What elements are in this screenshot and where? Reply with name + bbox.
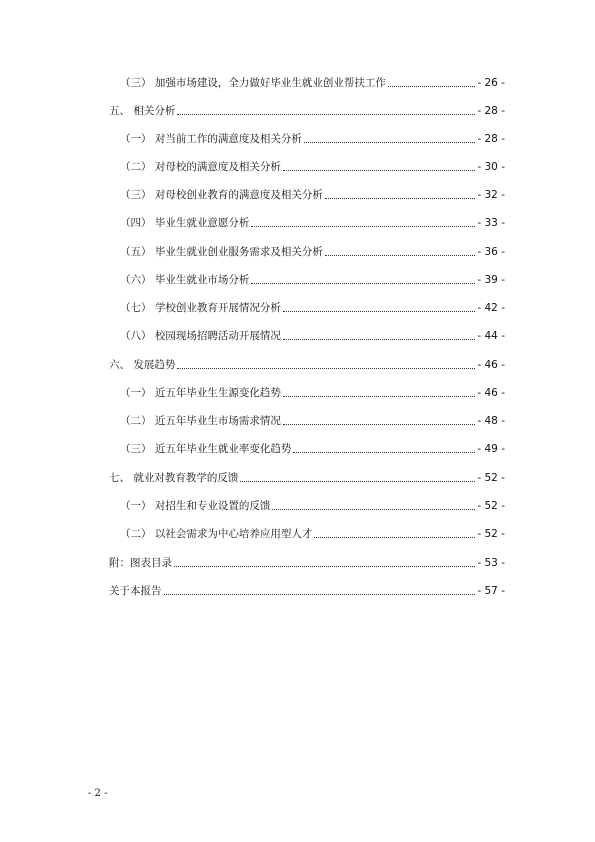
toc-entry-title: （六） 毕业生就业市场分析	[120, 274, 250, 286]
toc-leader	[325, 198, 476, 199]
toc-entry[interactable]	[109, 356, 505, 372]
toc-entry-page: - 52 -	[477, 500, 505, 512]
toc-entry[interactable]	[109, 102, 505, 118]
toc-leader	[304, 142, 476, 143]
toc-entry-title: （二） 近五年毕业生市场需求情况	[120, 415, 281, 427]
toc-leader	[164, 594, 476, 595]
toc-entry[interactable]	[120, 74, 505, 90]
toc-entry[interactable]	[120, 327, 505, 343]
toc-entry-title: （三） 加强市场建设，全力做好毕业生就业创业帮扶工作	[120, 77, 386, 89]
toc-entry[interactable]	[109, 582, 505, 598]
toc-entry-page: - 49 -	[477, 443, 505, 455]
toc-entry-page: - 26 -	[477, 77, 505, 89]
toc-entry-title: （一） 近五年毕业生生源变化趋势	[120, 387, 281, 399]
toc-entry-title: 六、 发展趋势	[109, 359, 176, 371]
toc-entry[interactable]	[109, 469, 505, 485]
toc-entry-page: - 42 -	[477, 302, 505, 314]
toc-leader	[177, 368, 475, 369]
toc-entry[interactable]	[120, 412, 505, 428]
toc-entry-page: - 46 -	[477, 387, 505, 399]
toc-entry-title: 七、 就业对教育教学的反馈	[109, 472, 239, 484]
toc-entry[interactable]	[120, 497, 505, 513]
page-number: - 2 -	[88, 788, 108, 799]
toc-entry-page: - 57 -	[477, 585, 505, 597]
toc-entry-page: - 46 -	[477, 359, 505, 371]
toc-entry[interactable]	[120, 214, 505, 230]
toc-entry-title: （五） 毕业生就业创业服务需求及相关分析	[120, 246, 323, 258]
toc-entry-title: （二） 以社会需求为中心培养应用型人才	[120, 528, 313, 540]
toc-leader	[174, 566, 475, 567]
toc-leader	[272, 509, 475, 510]
toc-entry[interactable]	[120, 440, 505, 456]
toc-entry-title: （四） 毕业生就业意愿分析	[120, 217, 250, 229]
toc-entry-title: （三） 对母校创业教育的满意度及相关分析	[120, 189, 323, 201]
toc-entry-title: 附：图表目录	[109, 557, 172, 569]
toc-entry-title: （二） 对母校的满意度及相关分析	[120, 161, 281, 173]
toc-entry-page: - 52 -	[477, 528, 505, 540]
toc-entry[interactable]	[120, 384, 505, 400]
toc-entry-title: （一） 对招生和专业设置的反馈	[120, 500, 271, 512]
toc-entry-title: （八） 校园现场招聘活动开展情况	[120, 330, 281, 342]
toc-leader	[314, 537, 475, 538]
toc-entry-title: （三） 近五年毕业生就业率变化趋势	[120, 443, 292, 455]
toc-entry-page: - 44 -	[477, 330, 505, 342]
toc-entry[interactable]	[120, 158, 505, 174]
toc-leader	[251, 283, 475, 284]
toc-leader	[251, 226, 475, 227]
toc-leader	[283, 396, 476, 397]
toc-entry[interactable]	[120, 299, 505, 315]
toc-entry-page: - 33 -	[477, 217, 505, 229]
toc-entry[interactable]	[120, 186, 505, 202]
toc-entry-page: - 30 -	[477, 161, 505, 173]
toc-leader	[283, 424, 476, 425]
toc-leader	[240, 481, 475, 482]
toc-entry-title: （七） 学校创业教育开展情况分析	[120, 302, 281, 314]
toc-leader	[283, 311, 476, 312]
toc-entry-page: - 36 -	[477, 246, 505, 258]
toc-entry-title: 关于本报告	[109, 585, 162, 597]
toc-entry-page: - 52 -	[477, 472, 505, 484]
toc-entry-page: - 53 -	[477, 557, 505, 569]
toc-entry-page: - 48 -	[477, 415, 505, 427]
toc-entry[interactable]	[120, 525, 505, 541]
toc-entry[interactable]	[109, 554, 505, 570]
toc-entry[interactable]	[120, 130, 505, 146]
toc-entry-page: - 32 -	[477, 189, 505, 201]
toc-entry[interactable]	[120, 271, 505, 287]
toc-leader	[293, 452, 475, 453]
toc-leader	[283, 170, 476, 171]
toc-leader	[388, 86, 476, 87]
toc-entry[interactable]	[120, 243, 505, 259]
toc-entry-title: 五、 相关分析	[109, 105, 176, 117]
toc-leader	[283, 339, 476, 340]
toc-entry-title: （一） 对当前工作的满意度及相关分析	[120, 133, 302, 145]
toc-leader	[177, 114, 475, 115]
toc-entry-page: - 39 -	[477, 274, 505, 286]
toc-entry-page: - 28 -	[477, 105, 505, 117]
toc-entry-page: - 28 -	[477, 133, 505, 145]
toc-leader	[325, 255, 476, 256]
